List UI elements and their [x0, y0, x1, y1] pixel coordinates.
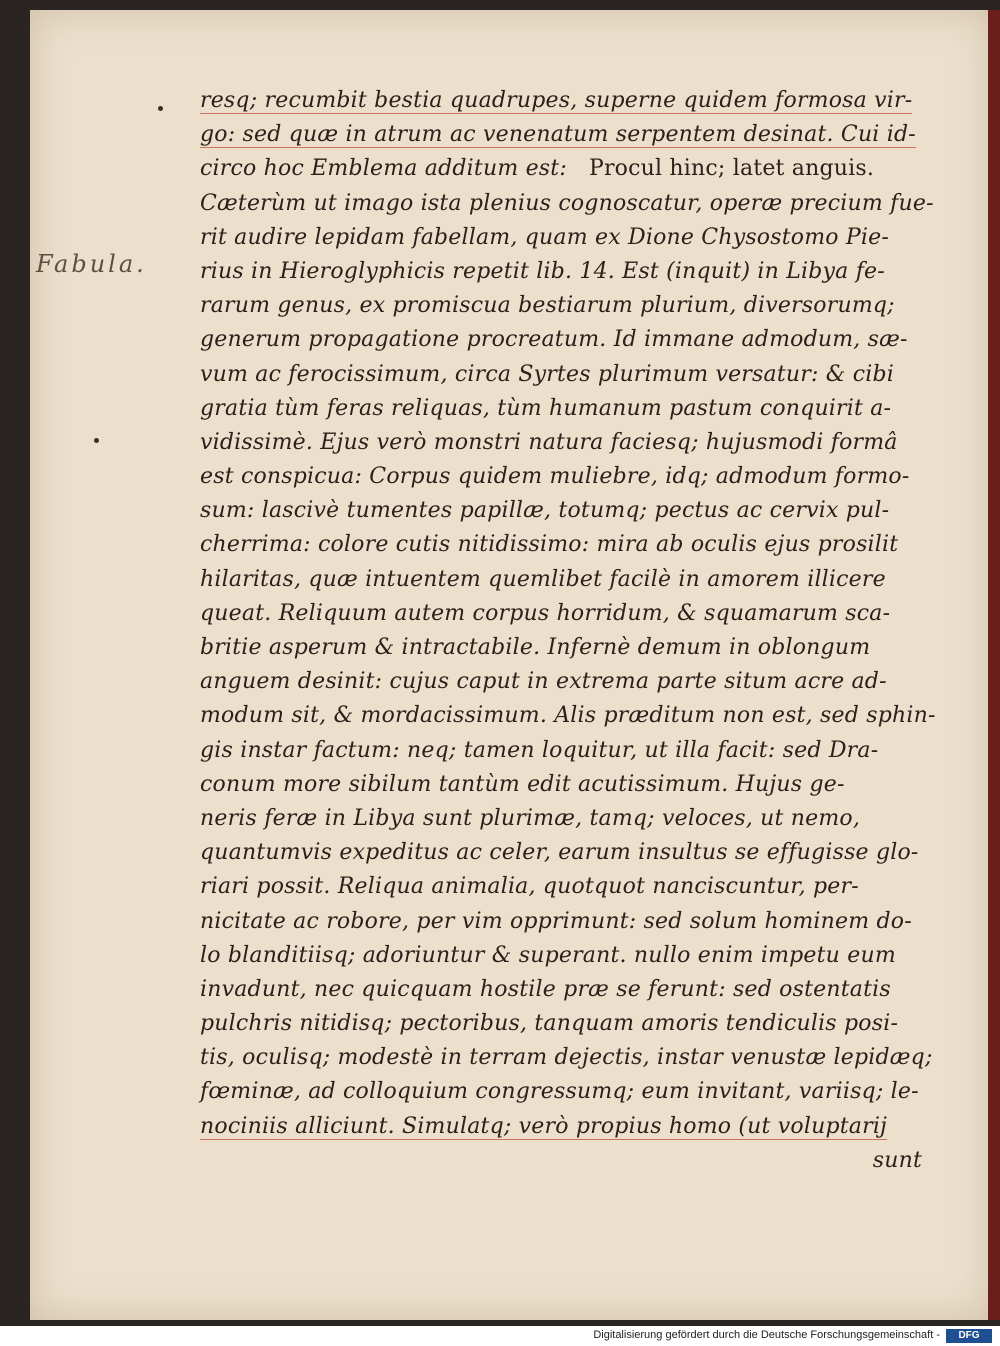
text-line-content: go: sed quæ in atrum ac venenatum serpentem desinat. Cui id-: [200, 122, 916, 148]
text-line: [200, 392, 922, 426]
text-line: [200, 802, 922, 836]
dfg-logo: DFG: [946, 1329, 992, 1343]
text-line: [200, 84, 922, 118]
text-line: [200, 460, 922, 494]
text-line-content: rius in Hieroglyphicis repetit lib. 14. Est (inquit) in Libya fe-: [200, 258, 885, 284]
text-line-content: vidissimè. Ejus verò monstri natura faciesq; hujusmodi formâ: [200, 429, 898, 455]
text-line: [200, 973, 922, 1007]
text-line: [200, 255, 922, 289]
text-line-content: britie asperum & intractabile. Infernè demum in oblongum: [200, 635, 871, 660]
text-line-content: anguem desinit: cujus caput in extrema parte situm acre ad-: [200, 669, 887, 695]
text-line: [200, 1110, 922, 1144]
text-line-content: gratia tùm feras reliquas, tùm humanum pastum conquirit a-: [200, 395, 892, 421]
text-line: [200, 187, 934, 221]
text-line: [200, 939, 922, 973]
text-line-content: neris feræ in Libya sunt plurimæ, tamq; veloces, ut nemo,: [200, 805, 861, 831]
text-line-content: quantumvis expeditus ac celer, earum insultus se effugisse glo-: [200, 840, 919, 866]
text-line-content: est conspicua: Corpus quidem muliebre, idq; admodum formo-: [200, 464, 910, 490]
text-line-content: riari possit. Reliqua animalia, quotquot nanciscuntur, per-: [200, 874, 859, 900]
text-line: [200, 699, 936, 733]
text-line-content: invadunt, nec quicquam hostile præ se ferunt: sed ostentatis: [200, 976, 891, 1002]
text-line-content: vum ac ferocissimum, circa Syrtes plurimum versatur: & cibi: [200, 361, 895, 387]
text-line: [200, 323, 922, 357]
text-line: [200, 836, 922, 870]
footer: [0, 1326, 1000, 1346]
text-line: [200, 426, 922, 460]
text-line: [200, 494, 922, 528]
text-line: [200, 221, 922, 255]
text-line-content: gis instar factum: neq; tamen loquitur, ut illa facit: sed Dra-: [200, 737, 879, 763]
text-line-content: tis, oculisq; modestè in terram dejectis, instar venustæ lepidæq;: [200, 1045, 933, 1071]
text-line: [200, 528, 922, 562]
footer-credit: Digitalisierung gefördert durch die Deutsche Forschungsgemeinschaft -: [593, 1329, 940, 1341]
text-line: [200, 563, 922, 597]
text-line: [200, 118, 922, 152]
margin-dot: [94, 438, 99, 443]
text-line-content: conum more sibilum tantùm edit acutissimum. Hujus ge-: [200, 771, 845, 797]
text-line-content: resq; recumbit bestia quadrupes, superne quidem formosa vir-: [200, 88, 913, 113]
text-line-content: modum sit, & mordacissimum. Alis præditum non est, sed sphin-: [200, 703, 936, 729]
text-line-content: lo blanditiisq; adoriuntur & superant. nullo enim impetu eum: [200, 942, 896, 968]
text-line-content: pulchris nitidisq; pectoribus, tanquam amoris tendiculis posi-: [200, 1011, 899, 1037]
text-line-content: fœminæ, ad colloquium congressumq; eum invitant, variisq; le-: [200, 1079, 919, 1105]
text-line-content: nociniis alliciunt. Simulatq; verò propius homo (ut voluptarij: [200, 1113, 888, 1139]
margin-dot: [158, 106, 163, 111]
text-line: [200, 631, 922, 665]
text-line: [200, 358, 922, 392]
text-line-content: queat. Reliquum autem corpus horridum, & squamarum sca-: [200, 600, 891, 626]
text-line: [200, 905, 922, 939]
motto-text: Procul hinc; latet anguis.: [588, 156, 875, 182]
text-line: [200, 1075, 922, 1109]
text-line-content: cherrima: colore cutis nitidissimo: mira ab oculis ejus prosilit: [200, 532, 899, 558]
page-edge: [988, 10, 1000, 1320]
text-line: [200, 1041, 933, 1075]
text-line-content: circo hoc Emblema additum est:: [200, 156, 567, 182]
text-line-content: rit audire lepidam fabellam, quam ex Dione Chysostomo Pie-: [200, 224, 890, 250]
text-line: [200, 734, 922, 768]
text-line: [200, 289, 922, 323]
text-line: [200, 870, 922, 904]
text-line-content: rarum genus, ex promiscua bestiarum plurium, diversorumq;: [200, 293, 895, 319]
text-line: [200, 665, 922, 699]
text-line: [200, 152, 922, 186]
text-line: [200, 1007, 922, 1041]
catchword: sunt: [872, 1147, 922, 1173]
text-line: [200, 597, 922, 631]
text-line-content: sum: lascivè tumentes papillæ, totumq; pectus ac cervix pul-: [200, 498, 890, 524]
text-line-content: generum propagatione procreatum. Id immane admodum, sæ-: [200, 327, 908, 353]
text-line-content: hilaritas, quæ intuentem quemlibet facilè in amorem illicere: [200, 566, 886, 592]
main-text: [200, 84, 936, 1178]
text-line-content: Cæterùm ut imago ista plenius cognoscatur, operæ precium fue-: [200, 190, 934, 216]
margin-note: Fabula.: [36, 250, 147, 278]
text-line: [200, 768, 922, 802]
text-line-content: nicitate ac robore, per vim opprimunt: sed solum hominem do-: [200, 908, 912, 934]
